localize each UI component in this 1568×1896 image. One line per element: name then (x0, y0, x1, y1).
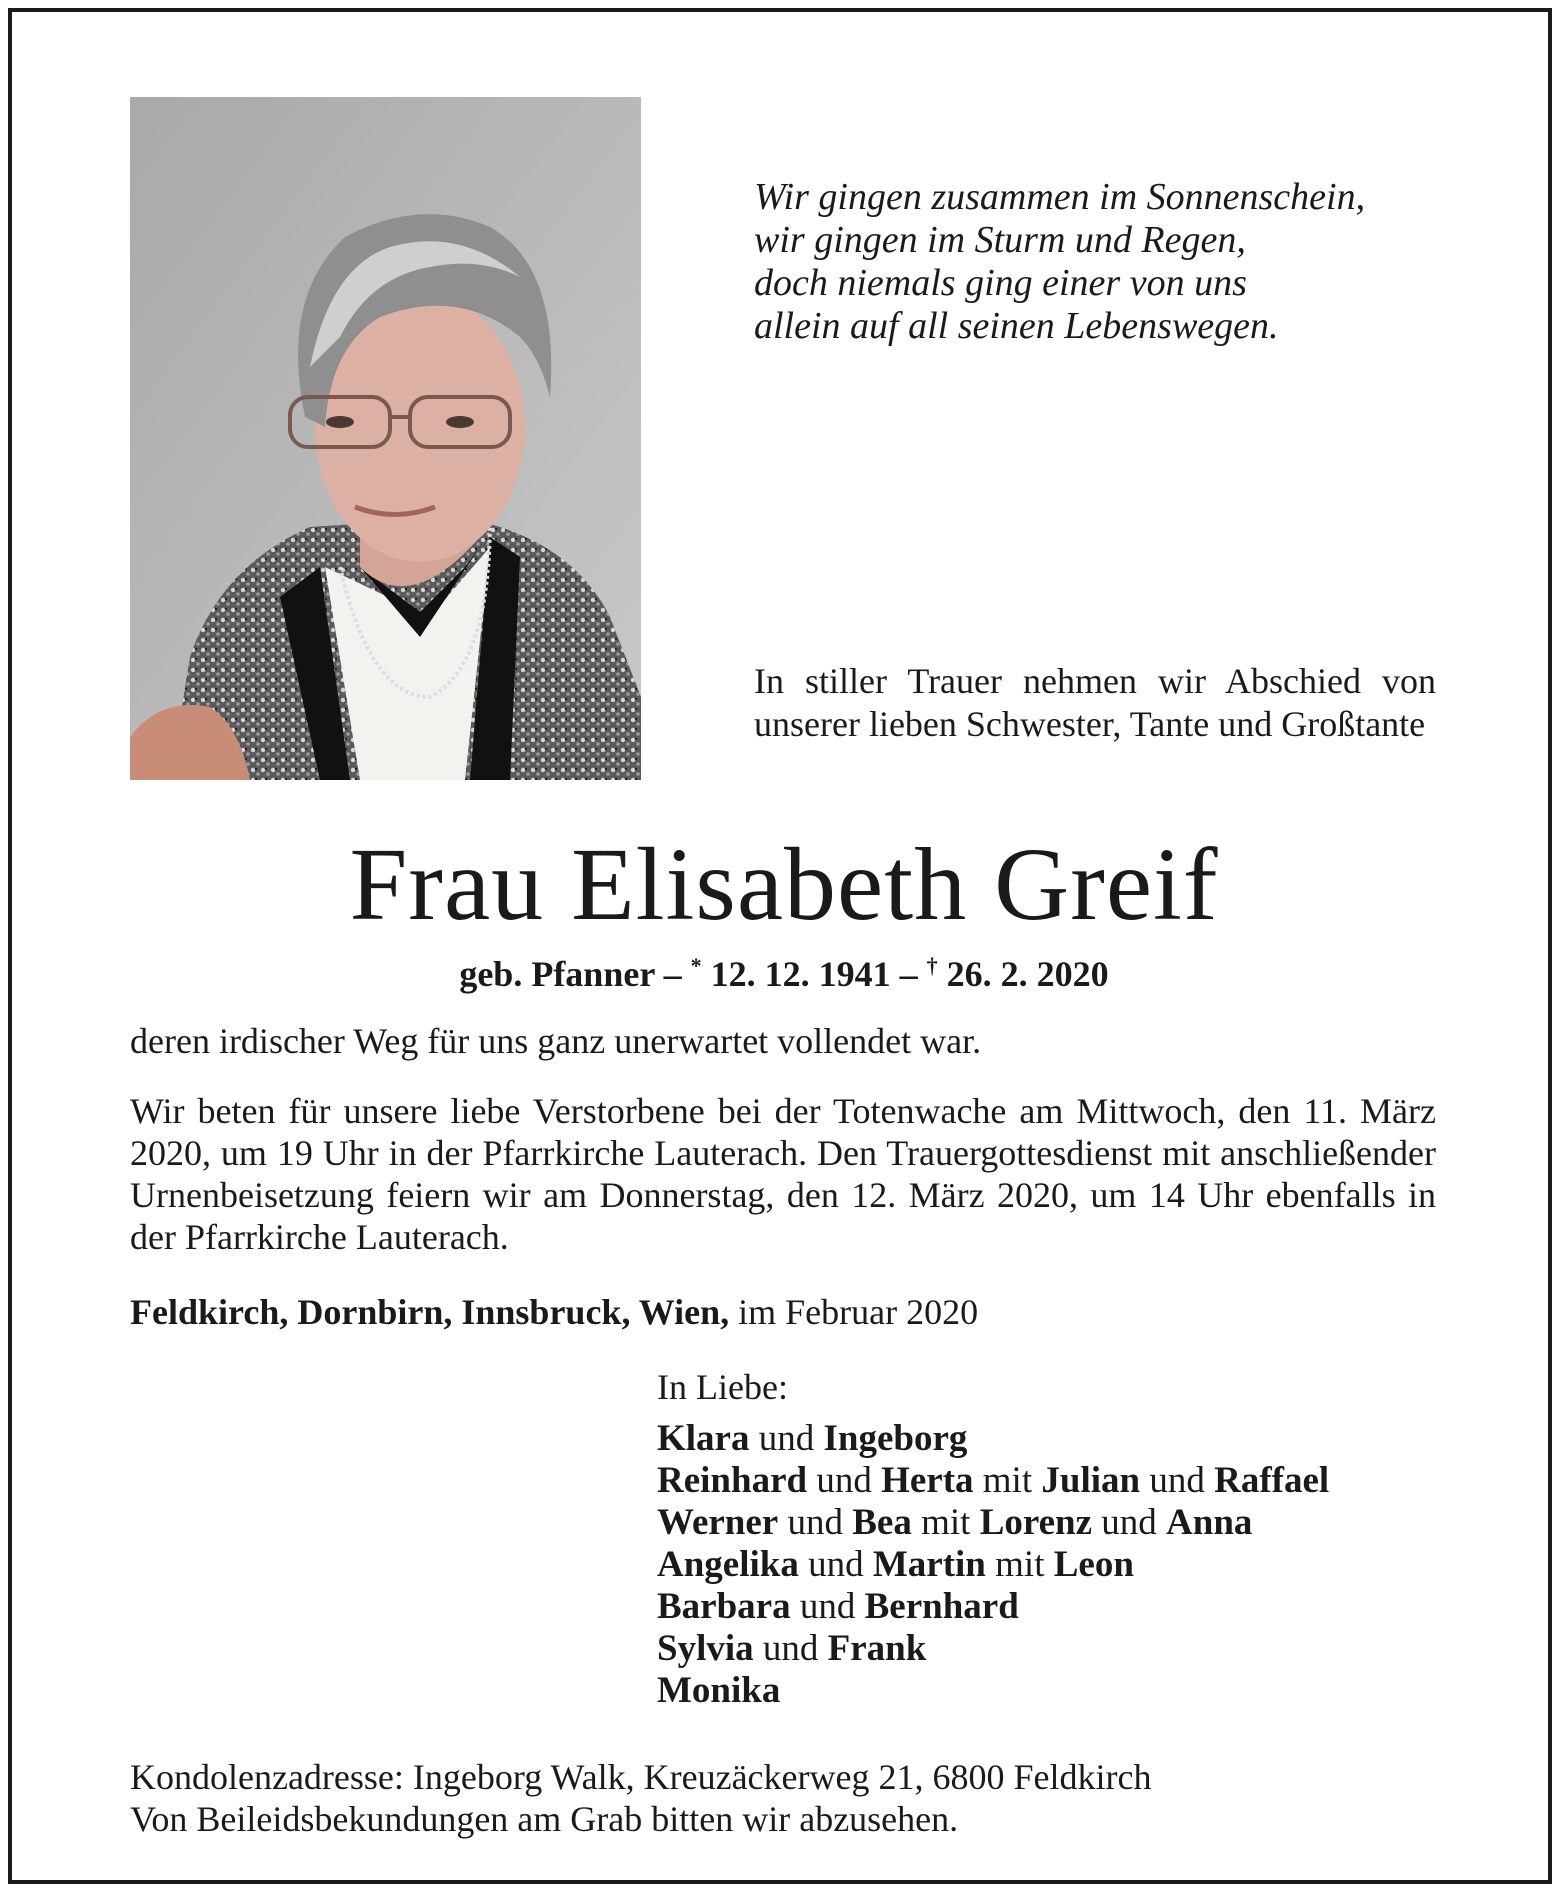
life-dates (0, 944, 1568, 996)
family-row (657, 1502, 1457, 1544)
family-member-name: Martin (872, 1544, 986, 1585)
connector-word: und (753, 1628, 828, 1669)
family-member-name: Herta (881, 1460, 974, 1501)
family-member-name: Anna (1166, 1502, 1253, 1543)
family-member-name: Klara (657, 1418, 750, 1459)
family-member-name: Raffael (1214, 1460, 1330, 1501)
family-row (657, 1670, 1457, 1712)
family-member-name: Monika (657, 1670, 781, 1711)
connector-word: und (790, 1586, 865, 1627)
birth-date: 12. 12. 1941 (701, 954, 891, 994)
connector-word: und (807, 1460, 882, 1501)
connector-word: mit (911, 1502, 980, 1543)
connector-word: mit (973, 1460, 1042, 1501)
paragraph-2: Wir beten für unsere liebe Verstorbene bei der Totenwache am Mittwoch, den 11. März 2020, um 19 Uhr in der Pfarrkirche Lauterach. Den Trauergottesdienst mit anschließender Urnenbeisetzung feiern wir am Donnerstag, den 12. März 2020, um 14 Uhr ebenfalls in der Pfarrkirche Lauterach. (130, 1091, 1436, 1257)
death-symbol: † (926, 953, 938, 978)
family-member-name: Angelika (657, 1544, 799, 1585)
family-row (657, 1418, 1457, 1460)
family-member-name: Werner (657, 1502, 779, 1543)
family-member-name: Bea (852, 1502, 912, 1543)
poem-line: doch niemals ging einer von uns (754, 262, 1247, 304)
family-member-name: Bernhard (864, 1586, 1019, 1627)
family-member-name: Ingeborg (823, 1418, 968, 1459)
birth-symbol: * (690, 953, 702, 978)
connector-word: und (1092, 1502, 1167, 1543)
grave-note: Von Beileidsbekundungen am Grab bitten wir abzusehen. (130, 1799, 959, 1839)
connector-word: und (778, 1502, 853, 1543)
poem-line: Wir gingen zusammen im Sonnenschein, (754, 176, 1366, 218)
family-member-name: Frank (827, 1628, 927, 1669)
poem-line: wir gingen im Sturm und Regen, (754, 219, 1246, 261)
places-date-line (130, 1290, 1436, 1334)
poem-line: allein auf all seinen Lebenswegen. (754, 305, 1279, 347)
footer (130, 1756, 1436, 1840)
family-row (657, 1460, 1457, 1502)
family-member-name: Reinhard (657, 1460, 808, 1501)
family-member-name: Barbara (657, 1586, 791, 1627)
date: im Februar 2020 (729, 1292, 979, 1332)
connector-word: und (798, 1544, 873, 1585)
places: Feldkirch, Dornbirn, Innsbruck, Wien, (130, 1292, 730, 1332)
family-member-name: Julian (1041, 1460, 1141, 1501)
portrait-photo (130, 97, 641, 780)
dash: – (654, 954, 691, 994)
family-member-name: Leon (1053, 1544, 1134, 1585)
signoff: In Liebe: (657, 1367, 788, 1407)
family-member-name: Lorenz (979, 1502, 1093, 1543)
death-date: 26. 2. 2020 (937, 954, 1109, 994)
family-member-name: Sylvia (657, 1628, 754, 1669)
poem (754, 176, 1454, 348)
birth-name: geb. Pfanner (459, 954, 655, 994)
family-list (657, 1418, 1457, 1712)
condolence-address: Kondolenzadresse: Ingeborg Walk, Kreuzäckerweg 21, 6800 Feldkirch (130, 1757, 1152, 1797)
family-row (657, 1586, 1457, 1628)
family-row (657, 1544, 1457, 1586)
family-row (657, 1628, 1457, 1670)
connector-word: und (749, 1418, 824, 1459)
portrait-illustration (130, 97, 641, 780)
intro-text: In stiller Trauer nehmen wir Abschied von unserer lieben Schwester, Tante und Großtante (754, 661, 1436, 744)
paragraph-1: deren irdischer Weg für uns ganz unerwartet vollendet war. (130, 1021, 982, 1061)
dash: – (890, 954, 927, 994)
connector-word: mit (985, 1544, 1054, 1585)
connector-word: und (1140, 1460, 1215, 1501)
deceased-name: Frau Elisabeth Greif (349, 827, 1219, 942)
